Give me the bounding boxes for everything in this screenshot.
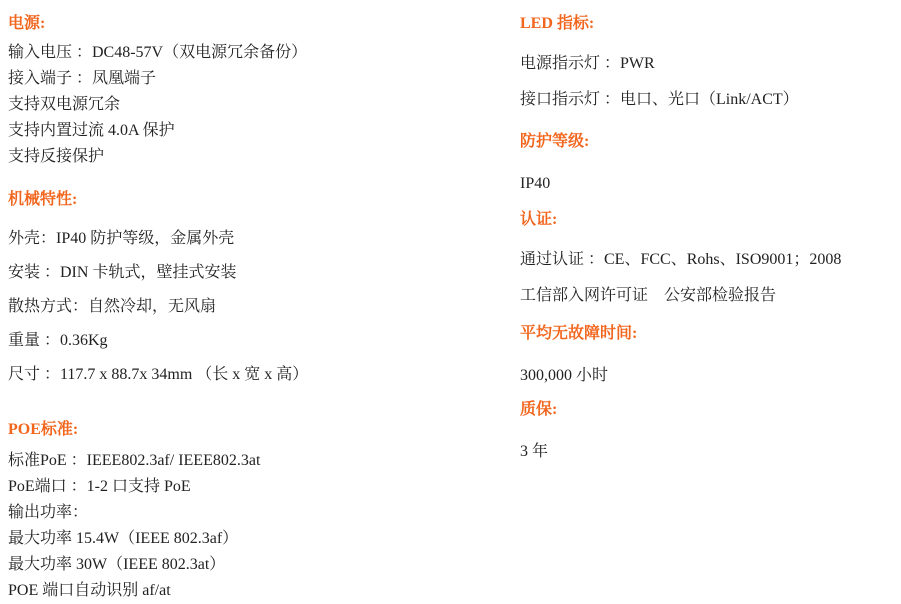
spec-line: 支持内置过流 4.0A 保护 [8, 122, 175, 139]
section-body-warranty [520, 434, 548, 470]
section-body-mechanical [8, 222, 308, 392]
section-body-led [520, 46, 799, 118]
section-heading-protection: 防护等级: [520, 133, 590, 150]
spec-line: 300,000 小时 [520, 367, 609, 384]
section-body-poe [8, 448, 260, 604]
spec-line: IP40 [520, 175, 551, 192]
spec-line: 输出功率： [8, 504, 89, 521]
spec-line: 接入端子 ：凤凰端子 [8, 70, 157, 87]
section-body-protection [520, 166, 550, 202]
spec-line: 支持双电源冗余 [8, 96, 121, 113]
section-heading-led: LED 指标: [520, 15, 595, 32]
section-body-mtbf [520, 358, 608, 394]
spec-line: 重量 ：0.36Kg [8, 332, 108, 349]
section-heading-warranty: 质保: [520, 401, 558, 418]
spec-line: 接口指示灯 ：电口、光口（Link/ACT） [520, 91, 799, 108]
spec-line: 电源指示灯 ：PWR [520, 55, 655, 72]
section-heading-poe: POE标准: [8, 421, 79, 438]
spec-line: 最大功率 15.4W（IEEE 802.3af） [8, 530, 239, 547]
spec-line: 输入电压 ：DC48-57V（双电源冗余备份） [8, 44, 308, 61]
spec-line: 最大功率 30W（IEEE 802.3at） [8, 556, 226, 573]
spec-line: 支持反接保护 [8, 148, 105, 165]
spec-line: 外壳：IP40 防护等级，金属外壳 [8, 230, 235, 247]
spec-line: 通过认证 ：CE、FCC、Rohs、ISO9001；2008 [520, 251, 842, 268]
section-heading-power: 电源: [8, 15, 46, 32]
spec-line: 散热方式：自然冷却，无风扇 [8, 298, 217, 315]
spec-line: POE 端口自动识别 af/at [8, 582, 171, 599]
spec-line: 尺寸 ：117.7 x 88.7x 34mm （长 x 宽 x 高） [8, 366, 309, 383]
section-body-power [8, 40, 307, 170]
section-heading-mtbf: 平均无故障时间: [520, 325, 638, 342]
spec-line: 标准PoE ：IEEE802.3af/ IEEE802.3at [8, 452, 261, 469]
section-heading-mechanical: 机械特性: [8, 191, 78, 208]
section-heading-certification: 认证: [520, 211, 558, 228]
spec-line: 工信部入网许可证 公安部检验报告 [520, 287, 777, 304]
spec-line: 3 年 [520, 443, 549, 460]
section-body-certification [520, 242, 841, 314]
spec-line: 安装 ：DIN 卡轨式，壁挂式安装 [8, 264, 237, 281]
spec-line: PoE端口 ：1-2 口支持 PoE [8, 478, 191, 495]
